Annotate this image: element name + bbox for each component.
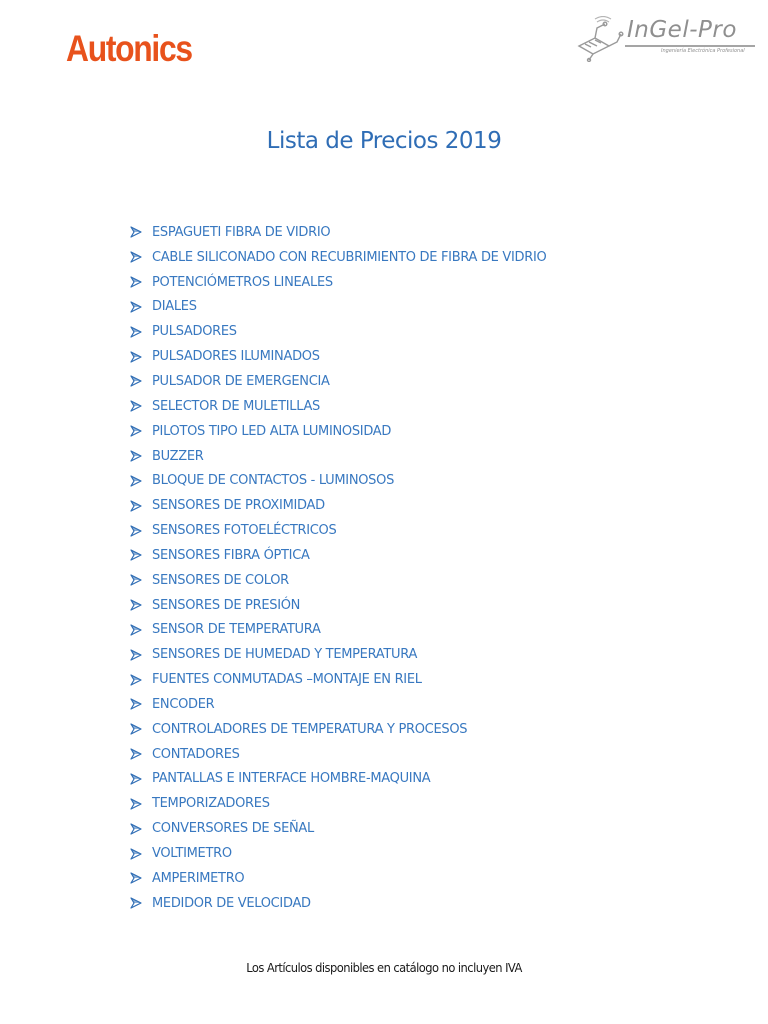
- arrowhead-bullet-icon: [130, 798, 152, 810]
- list-item-label: SENSORES DE PRESIÓN: [152, 597, 301, 613]
- arrowhead-bullet-icon: [130, 823, 152, 835]
- arrowhead-bullet-icon: [130, 624, 152, 636]
- ingel-pro-tagline: Ingeniería Electrónica Profesional: [661, 48, 745, 54]
- list-item: [130, 618, 546, 643]
- arrowhead-bullet-icon: [130, 351, 152, 363]
- arrowhead-bullet-icon: [130, 525, 152, 537]
- list-item-label: SENSOR DE TEMPERATURA: [152, 622, 321, 638]
- list-item: [130, 444, 546, 469]
- arrowhead-bullet-icon: [130, 425, 152, 437]
- ingel-pro-logo: [575, 14, 757, 64]
- list-item: [130, 394, 546, 419]
- arrowhead-bullet-icon: [130, 226, 152, 238]
- ingel-pro-wordmark: InGel-Pro: [627, 17, 737, 43]
- list-item: [130, 593, 546, 618]
- list-item: [130, 841, 546, 866]
- list-item-label: DIALES: [152, 299, 197, 315]
- arrowhead-bullet-icon: [130, 500, 152, 512]
- list-item: [130, 493, 546, 518]
- list-item-label: PANTALLAS E INTERFACE HOMBRE-MAQUINA: [152, 771, 431, 787]
- product-list: [130, 220, 546, 916]
- arrowhead-bullet-icon: [130, 574, 152, 586]
- arrowhead-bullet-icon: [130, 450, 152, 462]
- list-item: [130, 816, 546, 841]
- arrowhead-bullet-icon: [130, 872, 152, 884]
- list-item: [130, 543, 546, 568]
- list-item-label: CONTROLADORES DE TEMPERATURA Y PROCESOS: [152, 721, 468, 737]
- list-item-label: VOLTIMETRO: [152, 846, 232, 862]
- list-item-label: TEMPORIZADORES: [152, 796, 270, 812]
- list-item: [130, 245, 546, 270]
- arrowhead-bullet-icon: [130, 549, 152, 561]
- list-item: [130, 642, 546, 667]
- list-item-label: PULSADOR DE EMERGENCIA: [152, 373, 330, 389]
- list-item: [130, 295, 546, 320]
- list-item-label: FUENTES CONMUTADAS –MONTAJE EN RIEL: [152, 672, 422, 688]
- list-item: [130, 742, 546, 767]
- list-item: [130, 344, 546, 369]
- list-item-label: PILOTOS TIPO LED ALTA LUMINOSIDAD: [152, 423, 392, 439]
- circuit-board-icon: [575, 16, 627, 62]
- list-item: [130, 891, 546, 916]
- arrowhead-bullet-icon: [130, 773, 152, 785]
- list-item-label: POTENCIÓMETROS LINEALES: [152, 274, 333, 290]
- list-item: [130, 419, 546, 444]
- list-item-label: ENCODER: [152, 696, 215, 712]
- list-item-label: SENSORES FOTOELÉCTRICOS: [152, 523, 337, 539]
- list-item-label: BUZZER: [152, 448, 204, 464]
- arrowhead-bullet-icon: [130, 599, 152, 611]
- footer-note: Los Artículos disponibles en catálogo no incluyen IVA: [246, 960, 522, 975]
- list-item: [130, 791, 546, 816]
- list-item: [130, 568, 546, 593]
- arrowhead-bullet-icon: [130, 649, 152, 661]
- list-item-label: SENSORES DE PROXIMIDAD: [152, 498, 325, 514]
- list-item-label: CONVERSORES DE SEÑAL: [152, 821, 314, 837]
- arrowhead-bullet-icon: [130, 748, 152, 760]
- arrowhead-bullet-icon: [130, 897, 152, 909]
- list-item-label: SENSORES DE HUMEDAD Y TEMPERATURA: [152, 647, 418, 663]
- list-item-label: PULSADORES ILUMINADOS: [152, 349, 320, 365]
- arrowhead-bullet-icon: [130, 475, 152, 487]
- arrowhead-bullet-icon: [130, 326, 152, 338]
- arrowhead-bullet-icon: [130, 301, 152, 313]
- arrowhead-bullet-icon: [130, 674, 152, 686]
- logo-underline: [625, 45, 755, 47]
- list-item: [130, 667, 546, 692]
- list-item-label: ESPAGUETI FIBRA DE VIDRIO: [152, 224, 331, 240]
- arrowhead-bullet-icon: [130, 723, 152, 735]
- arrowhead-bullet-icon: [130, 400, 152, 412]
- autonics-logo: Autonics: [66, 28, 192, 69]
- list-item-label: SENSORES FIBRA ÓPTICA: [152, 547, 310, 563]
- list-item: [130, 220, 546, 245]
- page-title: Lista de Precios 2019: [266, 128, 502, 154]
- list-item-label: AMPERIMETRO: [152, 870, 245, 886]
- list-item: [130, 319, 546, 344]
- list-item-label: SELECTOR DE MULETILLAS: [152, 398, 320, 414]
- list-item-label: SENSORES DE COLOR: [152, 572, 289, 588]
- list-item: [130, 369, 546, 394]
- list-item-label: MEDIDOR DE VELOCIDAD: [152, 895, 311, 911]
- list-item: [130, 692, 546, 717]
- list-item-label: CONTADORES: [152, 746, 240, 762]
- list-item-label: PULSADORES: [152, 324, 237, 340]
- list-item-label: BLOQUE DE CONTACTOS - LUMINOSOS: [152, 473, 395, 489]
- list-item: [130, 518, 546, 543]
- list-item: [130, 866, 546, 891]
- list-item-label: CABLE SILICONADO CON RECUBRIMIENTO DE FIBRA DE VIDRIO: [152, 249, 547, 265]
- list-item: [130, 717, 546, 742]
- arrowhead-bullet-icon: [130, 375, 152, 387]
- arrowhead-bullet-icon: [130, 251, 152, 263]
- arrowhead-bullet-icon: [130, 698, 152, 710]
- list-item: [130, 767, 546, 792]
- arrowhead-bullet-icon: [130, 276, 152, 288]
- list-item: [130, 270, 546, 295]
- list-item: [130, 468, 546, 493]
- arrowhead-bullet-icon: [130, 848, 152, 860]
